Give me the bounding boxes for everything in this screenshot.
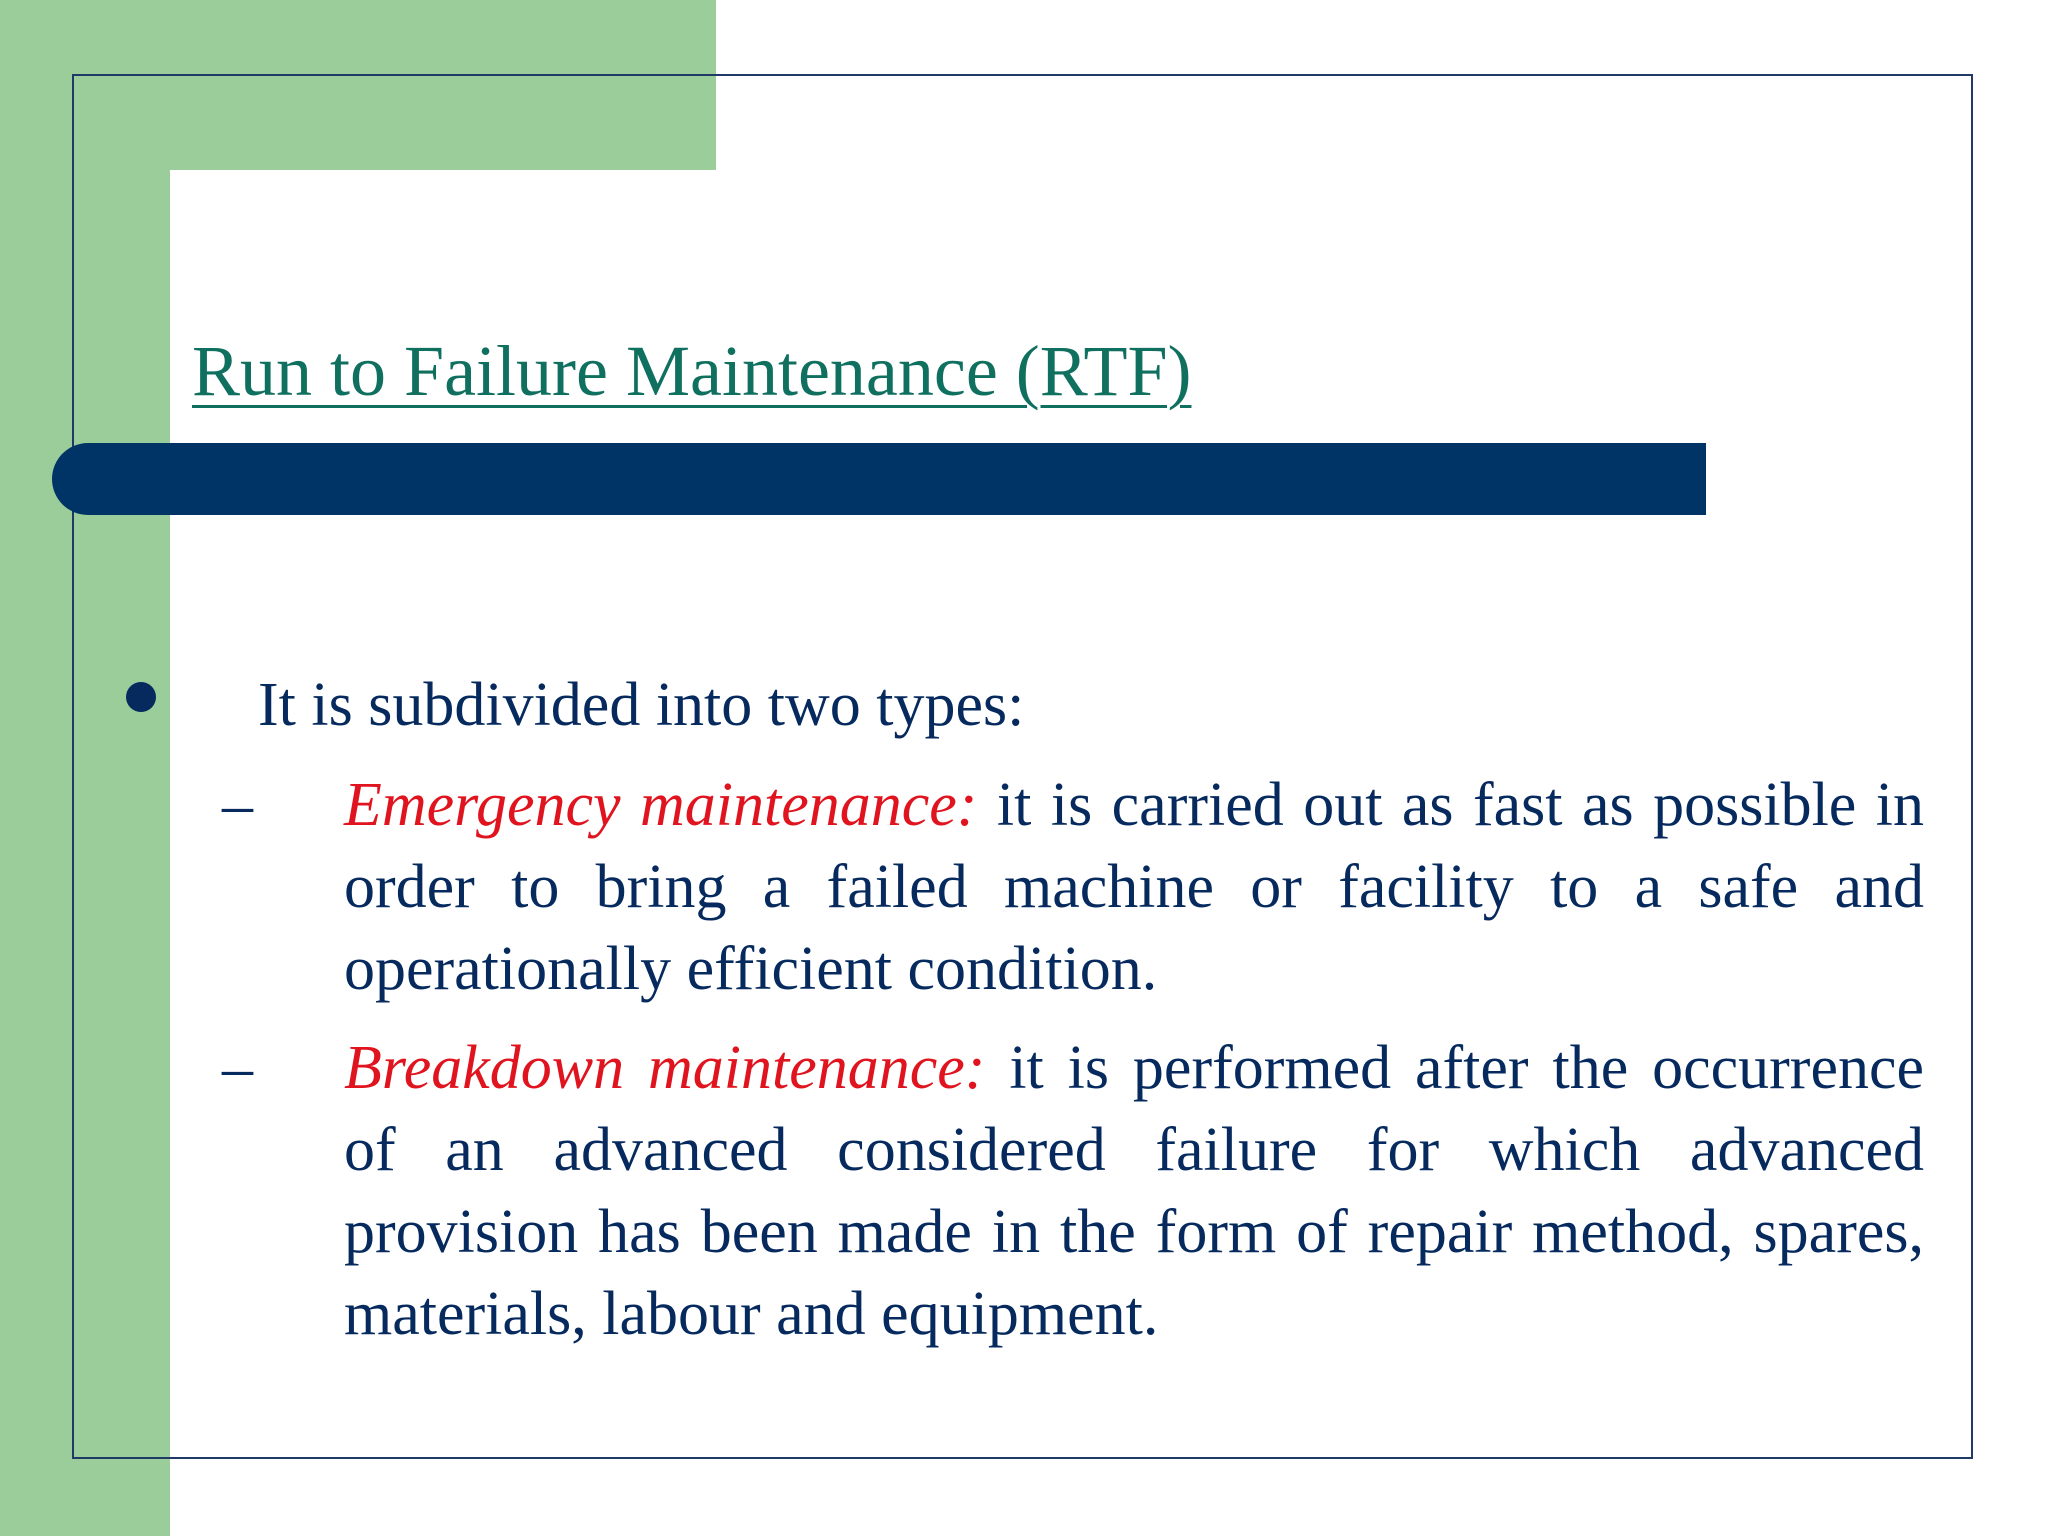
dash-marker: – <box>222 1034 253 1102</box>
sub-item-emergency <box>344 764 1924 1010</box>
sub-item-text: it is performed after the occurrence of an advanced considered failure for which advanced provision has been made in the form of repair method, spares, materials, labour and equipment. <box>344 1034 1924 1348</box>
sub-item-text: it is carried out as fast as possible in order to bring a failed machine or facility to a safe and operationally efficient condition. <box>344 771 1925 1003</box>
sub-item-breakdown <box>344 1027 1924 1355</box>
dash-marker: – <box>222 771 253 839</box>
title-bar <box>52 443 1706 515</box>
bullet-dot-icon <box>126 682 156 712</box>
term-emergency: Emergency maintenance: <box>344 771 978 839</box>
bullet-text: It is subdivided into two types: <box>258 671 1025 739</box>
slide-title: Run to Failure Maintenance (RTF) <box>192 331 1192 411</box>
term-breakdown: Breakdown maintenance: <box>344 1034 986 1102</box>
